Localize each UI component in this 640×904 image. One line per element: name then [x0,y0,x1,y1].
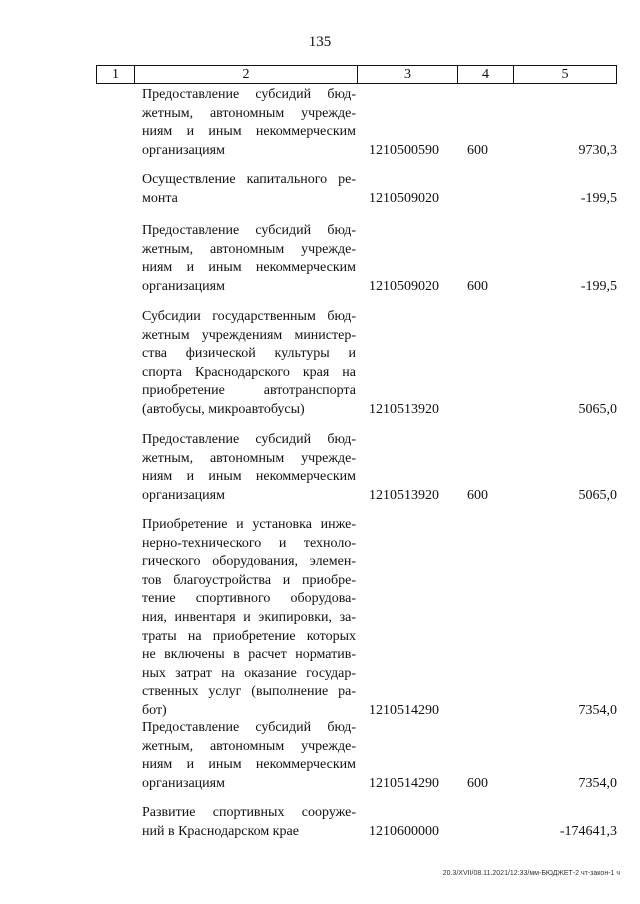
description-line: Осуществление капитального ре- [142,172,356,187]
description-line: Субсидии государственным бюд- [142,309,356,324]
description-line: ниям и иным некоммерческим [142,757,356,773]
row-description [142,222,356,296]
row-expense-type: 600 [467,487,488,503]
description-line: Развитие спортивных сооруже- [142,805,356,820]
row-code: 1210500590 [369,142,439,158]
description-line: не включены в расчет норматив- [142,647,356,663]
row-amount: 7354,0 [578,703,617,718]
row-description [142,308,356,420]
page-number: 135 [308,34,332,50]
header-col-5: 5 [561,67,569,82]
row-code: 1210600000 [369,823,439,839]
row-description [142,804,356,841]
description-line: приобретение автотранспорта [142,383,356,399]
description-line: ний в Краснодарском крае [142,823,299,839]
row-code: 1210513920 [369,402,439,417]
description-line: Приобретение и установка инже- [142,517,356,532]
description-line: жетным, автономным учрежде- [142,241,356,257]
row-amount: 5065,0 [578,487,617,503]
row-expense-type: 600 [467,142,488,158]
header-col-1: 1 [97,66,135,83]
description-line: тов благоустройства и приобре- [142,572,356,588]
description-line: ниям и иным некоммерческим [142,124,356,140]
row-amount: -199,5 [580,190,617,206]
row-code: 1210509020 [369,190,439,206]
description-line: Предоставление субсидий бюд- [142,87,356,102]
description-line: организациям [142,278,225,294]
description-line: ниям и иным некоммерческим [142,469,356,485]
description-line: ства физической культуры и [142,346,356,362]
row-amount: 7354,0 [578,775,617,791]
row-expense-type: 600 [467,775,488,791]
row-description [142,86,356,160]
description-line: ственных услуг (выполнение ра- [142,684,356,700]
description-line: организациям [142,775,225,791]
description-line: жетным учреждениям министер- [142,327,356,343]
description-line: нерно-технического и техноло- [142,535,356,551]
row-code: 1210513920 [369,487,439,503]
description-line: спорта Краснодарского края на [142,364,356,380]
description-line: гического оборудования, элемен- [142,554,356,570]
header-col-4: 4 [458,66,514,83]
description-line: жетным, автономным учрежде- [142,738,356,754]
row-amount: -174641,3 [559,823,617,839]
header-col-2: 2 [135,66,358,83]
description-line: организациям [142,487,225,503]
row-amount: 5065,0 [578,402,617,417]
footer-stamp: 20.3/XVII/08.11.2021/12:33/мм-БЮДЖЕТ-2 чт-закон-1 ч [442,870,620,877]
row-description [142,719,356,793]
row-expense-type: 600 [467,278,488,294]
description-line: ниям и иным некоммерческим [142,260,356,276]
description-line: бот) [142,702,167,718]
description-line: жетным, автономным учрежде- [142,105,356,121]
table-header [96,65,617,84]
description-line: монта [142,190,178,206]
row-amount: 9730,3 [578,142,617,158]
description-line: Предоставление субсидий бюд- [142,720,356,735]
row-code: 1210509020 [369,278,439,294]
description-line: Предоставление субсидий бюд- [142,223,356,238]
description-line: жетным, автономным учрежде- [142,450,356,466]
row-amount: -199,5 [580,278,617,294]
description-line: Предоставление субсидий бюд- [142,432,356,447]
row-code: 1210514290 [369,775,439,791]
description-line: (автобусы, микроавтобусы) [142,401,305,417]
description-line: организациям [142,142,225,158]
description-line: ных затрат на оказание государ- [142,665,356,681]
row-code: 1210514290 [369,703,439,718]
row-description [142,431,356,505]
description-line: траты на приобретение которых [142,628,356,644]
header-col-3: 3 [358,66,458,83]
row-description [142,516,356,721]
description-line: ния, инвентаря и экипировки, за- [142,609,356,625]
row-description [142,171,356,208]
description-line: тение спортивного оборудова- [142,591,356,607]
